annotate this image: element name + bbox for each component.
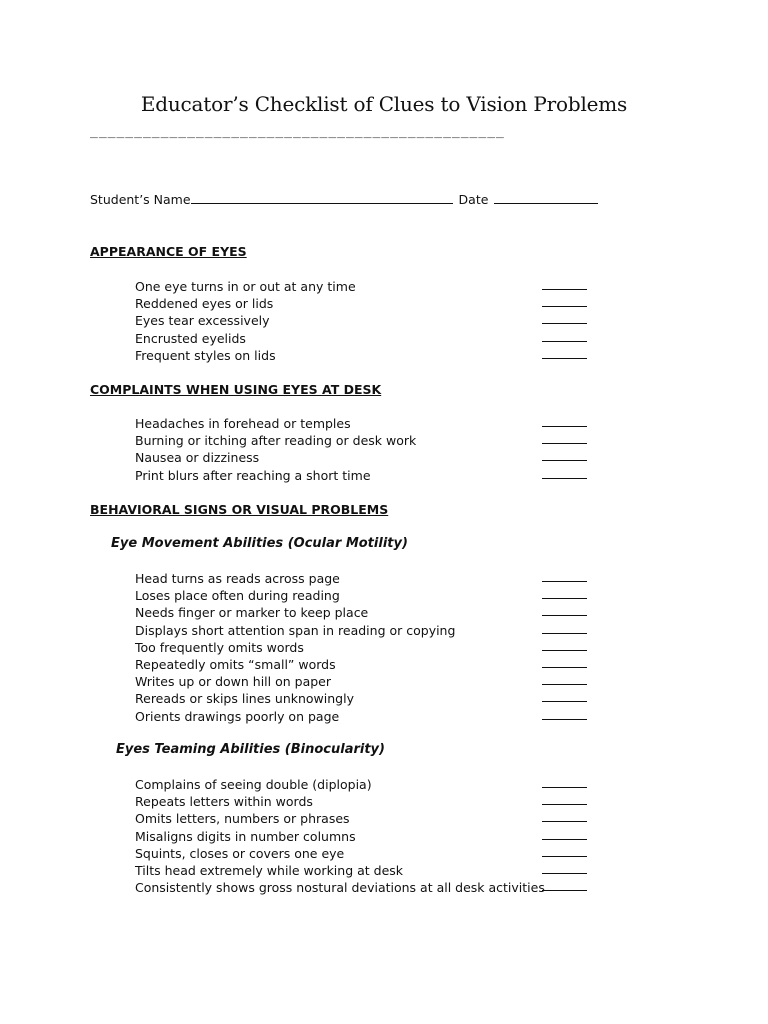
item-text: Omits letters, numbers or phrases — [135, 811, 350, 827]
check-blank[interactable] — [542, 581, 587, 582]
check-blank[interactable] — [542, 650, 587, 651]
student-name-label: Student’s Name — [90, 192, 191, 207]
date-field[interactable] — [494, 192, 598, 204]
check-blank[interactable] — [542, 787, 587, 788]
list-item — [135, 708, 595, 725]
section-heading-complaints: COMPLAINTS WHEN USING EYES AT DESK — [90, 382, 382, 397]
check-blank[interactable] — [542, 443, 587, 444]
list-item — [135, 312, 595, 329]
list-item — [135, 467, 595, 484]
binocularity-list — [135, 776, 595, 896]
check-blank[interactable] — [542, 615, 587, 616]
list-item — [135, 828, 595, 845]
list-item — [135, 776, 595, 793]
item-text: Headaches in forehead or temples — [135, 416, 351, 431]
list-item — [135, 570, 595, 587]
item-text: Repeatedly omits “small” words — [135, 656, 336, 672]
item-text: Too frequently omits words — [135, 639, 304, 655]
item-text: Writes up or down hill on paper — [135, 674, 331, 690]
item-text: One eye turns in or out at any time — [135, 279, 356, 294]
check-blank[interactable] — [542, 839, 587, 840]
student-info-row — [90, 192, 598, 207]
list-item — [135, 449, 595, 466]
check-blank[interactable] — [542, 426, 587, 427]
section-heading-behavioral: BEHAVIORAL SIGNS OR VISUAL PROBLEMS — [90, 502, 389, 517]
ocular-motility-list — [135, 570, 595, 725]
check-blank[interactable] — [542, 684, 587, 685]
item-text: Head turns as reads across page — [135, 571, 340, 586]
list-item — [135, 415, 595, 432]
check-blank[interactable] — [542, 478, 587, 479]
appearance-list — [135, 278, 595, 364]
list-item — [135, 432, 595, 449]
list-item — [135, 639, 595, 656]
subheading-binocularity: Eyes Teaming Abilities (Binocularity) — [116, 742, 385, 757]
list-item — [135, 278, 595, 295]
check-blank[interactable] — [542, 821, 587, 822]
subheading-ocular-motility: Eye Movement Abilities (Ocular Motility) — [111, 536, 408, 551]
check-blank[interactable] — [542, 633, 587, 634]
list-item — [135, 862, 595, 879]
list-item — [135, 330, 595, 347]
check-blank[interactable] — [542, 306, 587, 307]
item-text: Complains of seeing double (diplopia) — [135, 777, 372, 792]
item-text: Repeats letters within words — [135, 794, 313, 810]
check-blank[interactable] — [542, 598, 587, 599]
check-blank[interactable] — [542, 856, 587, 857]
check-blank[interactable] — [542, 323, 587, 324]
item-text: Eyes tear excessively — [135, 313, 270, 329]
list-item — [135, 656, 595, 673]
list-item — [135, 690, 595, 707]
item-text: Encrusted eyelids — [135, 330, 246, 346]
item-text: Loses place often during reading — [135, 588, 340, 604]
list-item — [135, 673, 595, 690]
item-text: Burning or itching after reading or desk work — [135, 433, 417, 449]
check-blank[interactable] — [542, 804, 587, 805]
list-item — [135, 587, 595, 604]
item-text: Squints, closes or covers one eye — [135, 845, 345, 861]
title-divider: _______________________________________________ — [90, 124, 505, 139]
section-heading-appearance: APPEARANCE OF EYES — [90, 244, 247, 259]
item-text: Displays short attention span in reading or copying — [135, 622, 456, 638]
item-text: Nausea or dizziness — [135, 450, 260, 466]
check-blank[interactable] — [542, 890, 587, 891]
list-item — [135, 622, 595, 639]
list-item — [135, 295, 595, 312]
page-title: Educator’s Checklist of Clues to Vision Problems — [140, 92, 628, 116]
item-text: Tilts head extremely while working at desk — [135, 862, 404, 878]
check-blank[interactable] — [542, 667, 587, 668]
item-text: Print blurs after reaching a short time — [135, 467, 371, 483]
student-name-field[interactable] — [191, 192, 453, 204]
check-blank[interactable] — [542, 701, 587, 702]
list-item — [135, 604, 595, 621]
list-item — [135, 845, 595, 862]
list-item — [135, 810, 595, 827]
item-text: Reddened eyes or lids — [135, 296, 274, 312]
check-blank[interactable] — [542, 341, 587, 342]
check-blank[interactable] — [542, 358, 587, 359]
complaints-list — [135, 415, 595, 484]
date-label: Date — [458, 192, 489, 207]
item-text: Needs finger or marker to keep place — [135, 605, 369, 621]
item-text: Misaligns digits in number columns — [135, 828, 356, 844]
check-blank[interactable] — [542, 719, 587, 720]
check-blank[interactable] — [542, 460, 587, 461]
list-item — [135, 879, 595, 896]
item-text: Frequent styles on lids — [135, 347, 276, 363]
item-text: Rereads or skips lines unknowingly — [135, 691, 354, 707]
list-item — [135, 793, 595, 810]
check-blank[interactable] — [542, 873, 587, 874]
check-blank[interactable] — [542, 289, 587, 290]
list-item — [135, 347, 595, 364]
item-text: Orients drawings poorly on page — [135, 708, 340, 724]
item-text: Consistently shows gross nostural deviations at all desk activities — [135, 880, 545, 896]
